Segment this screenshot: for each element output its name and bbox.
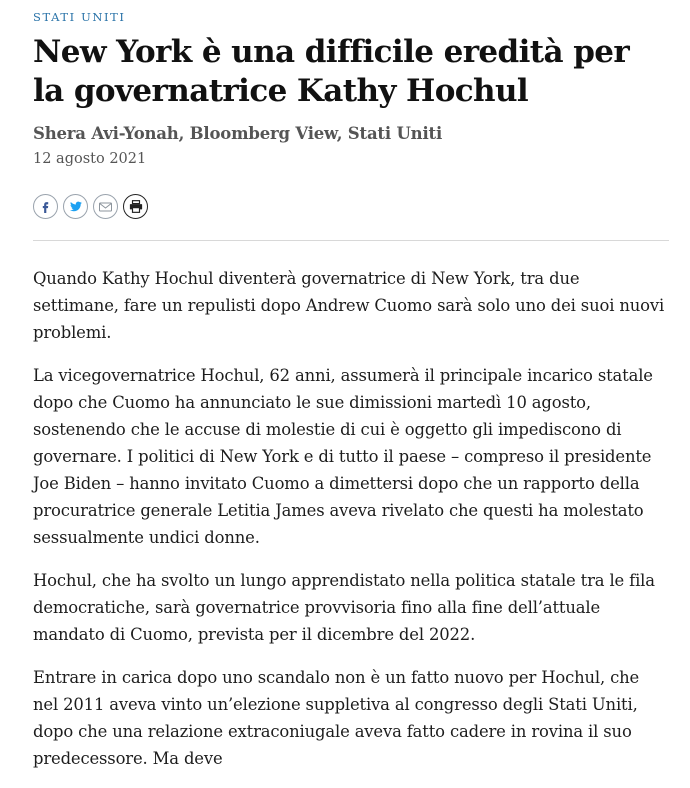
section-link[interactable]: STATI UNITI <box>33 10 126 24</box>
article-byline: Shera Avi-Yonah, Bloomberg View, Stati Uniti <box>33 124 443 143</box>
twitter-icon <box>69 200 83 213</box>
article-title: New York è una difficile eredità per la governatrice Kathy Hochul <box>33 34 630 109</box>
facebook-share-button[interactable] <box>33 194 58 219</box>
paragraph-1: Quando Kathy Hochul diventerà governatrice di New York, tra due settimane, fare un repulisti dopo Andrew Cuomo sarà solo uno dei suoi nuovi problemi. <box>33 269 665 342</box>
section-kicker[interactable] <box>33 9 669 25</box>
email-share-button[interactable] <box>93 194 118 219</box>
paragraph-4: Entrare in carica dopo uno scandalo non è un fatto nuovo per Hochul, che nel 2011 aveva vinto un’elezione suppletiva al congresso degli Stati Uniti, dopo che una relazione extraconiugale aveva fatto cadere in rovina il suo predecessore. Ma deve <box>33 668 640 768</box>
facebook-icon <box>39 200 52 213</box>
paragraph-3: Hochul, che ha svolto un lungo apprendistato nella politica statale tra le fila democratiche, sarà governatrice provvisoria fino alla fine dell’attuale mandato di Cuomo, prevista per il dicembre del 2022. <box>33 571 655 644</box>
article-date: 12 agosto 2021 <box>33 151 147 167</box>
share-bar <box>33 194 669 222</box>
article <box>33 0 669 788</box>
twitter-share-button[interactable] <box>63 194 88 219</box>
print-icon <box>129 200 143 213</box>
email-icon <box>99 202 112 212</box>
divider <box>33 240 669 241</box>
article-body <box>33 265 669 772</box>
paragraph-2: La vicegovernatrice Hochul, 62 anni, assumerà il principale incarico statale dopo che Cuomo ha annunciato le sue dimissioni martedì 10 agosto, sostenendo che le accuse di molestie di cui è oggetto gli impediscono di governare. I politici di New York e di tutto il paese – compreso il presidente Joe Biden – hanno invitato Cuomo a dimettersi dopo che un rapporto della procuratrice generale Letitia James aveva rivelato che questi ha molestato sessualmente undici donne. <box>33 366 653 547</box>
print-button[interactable] <box>123 194 148 219</box>
